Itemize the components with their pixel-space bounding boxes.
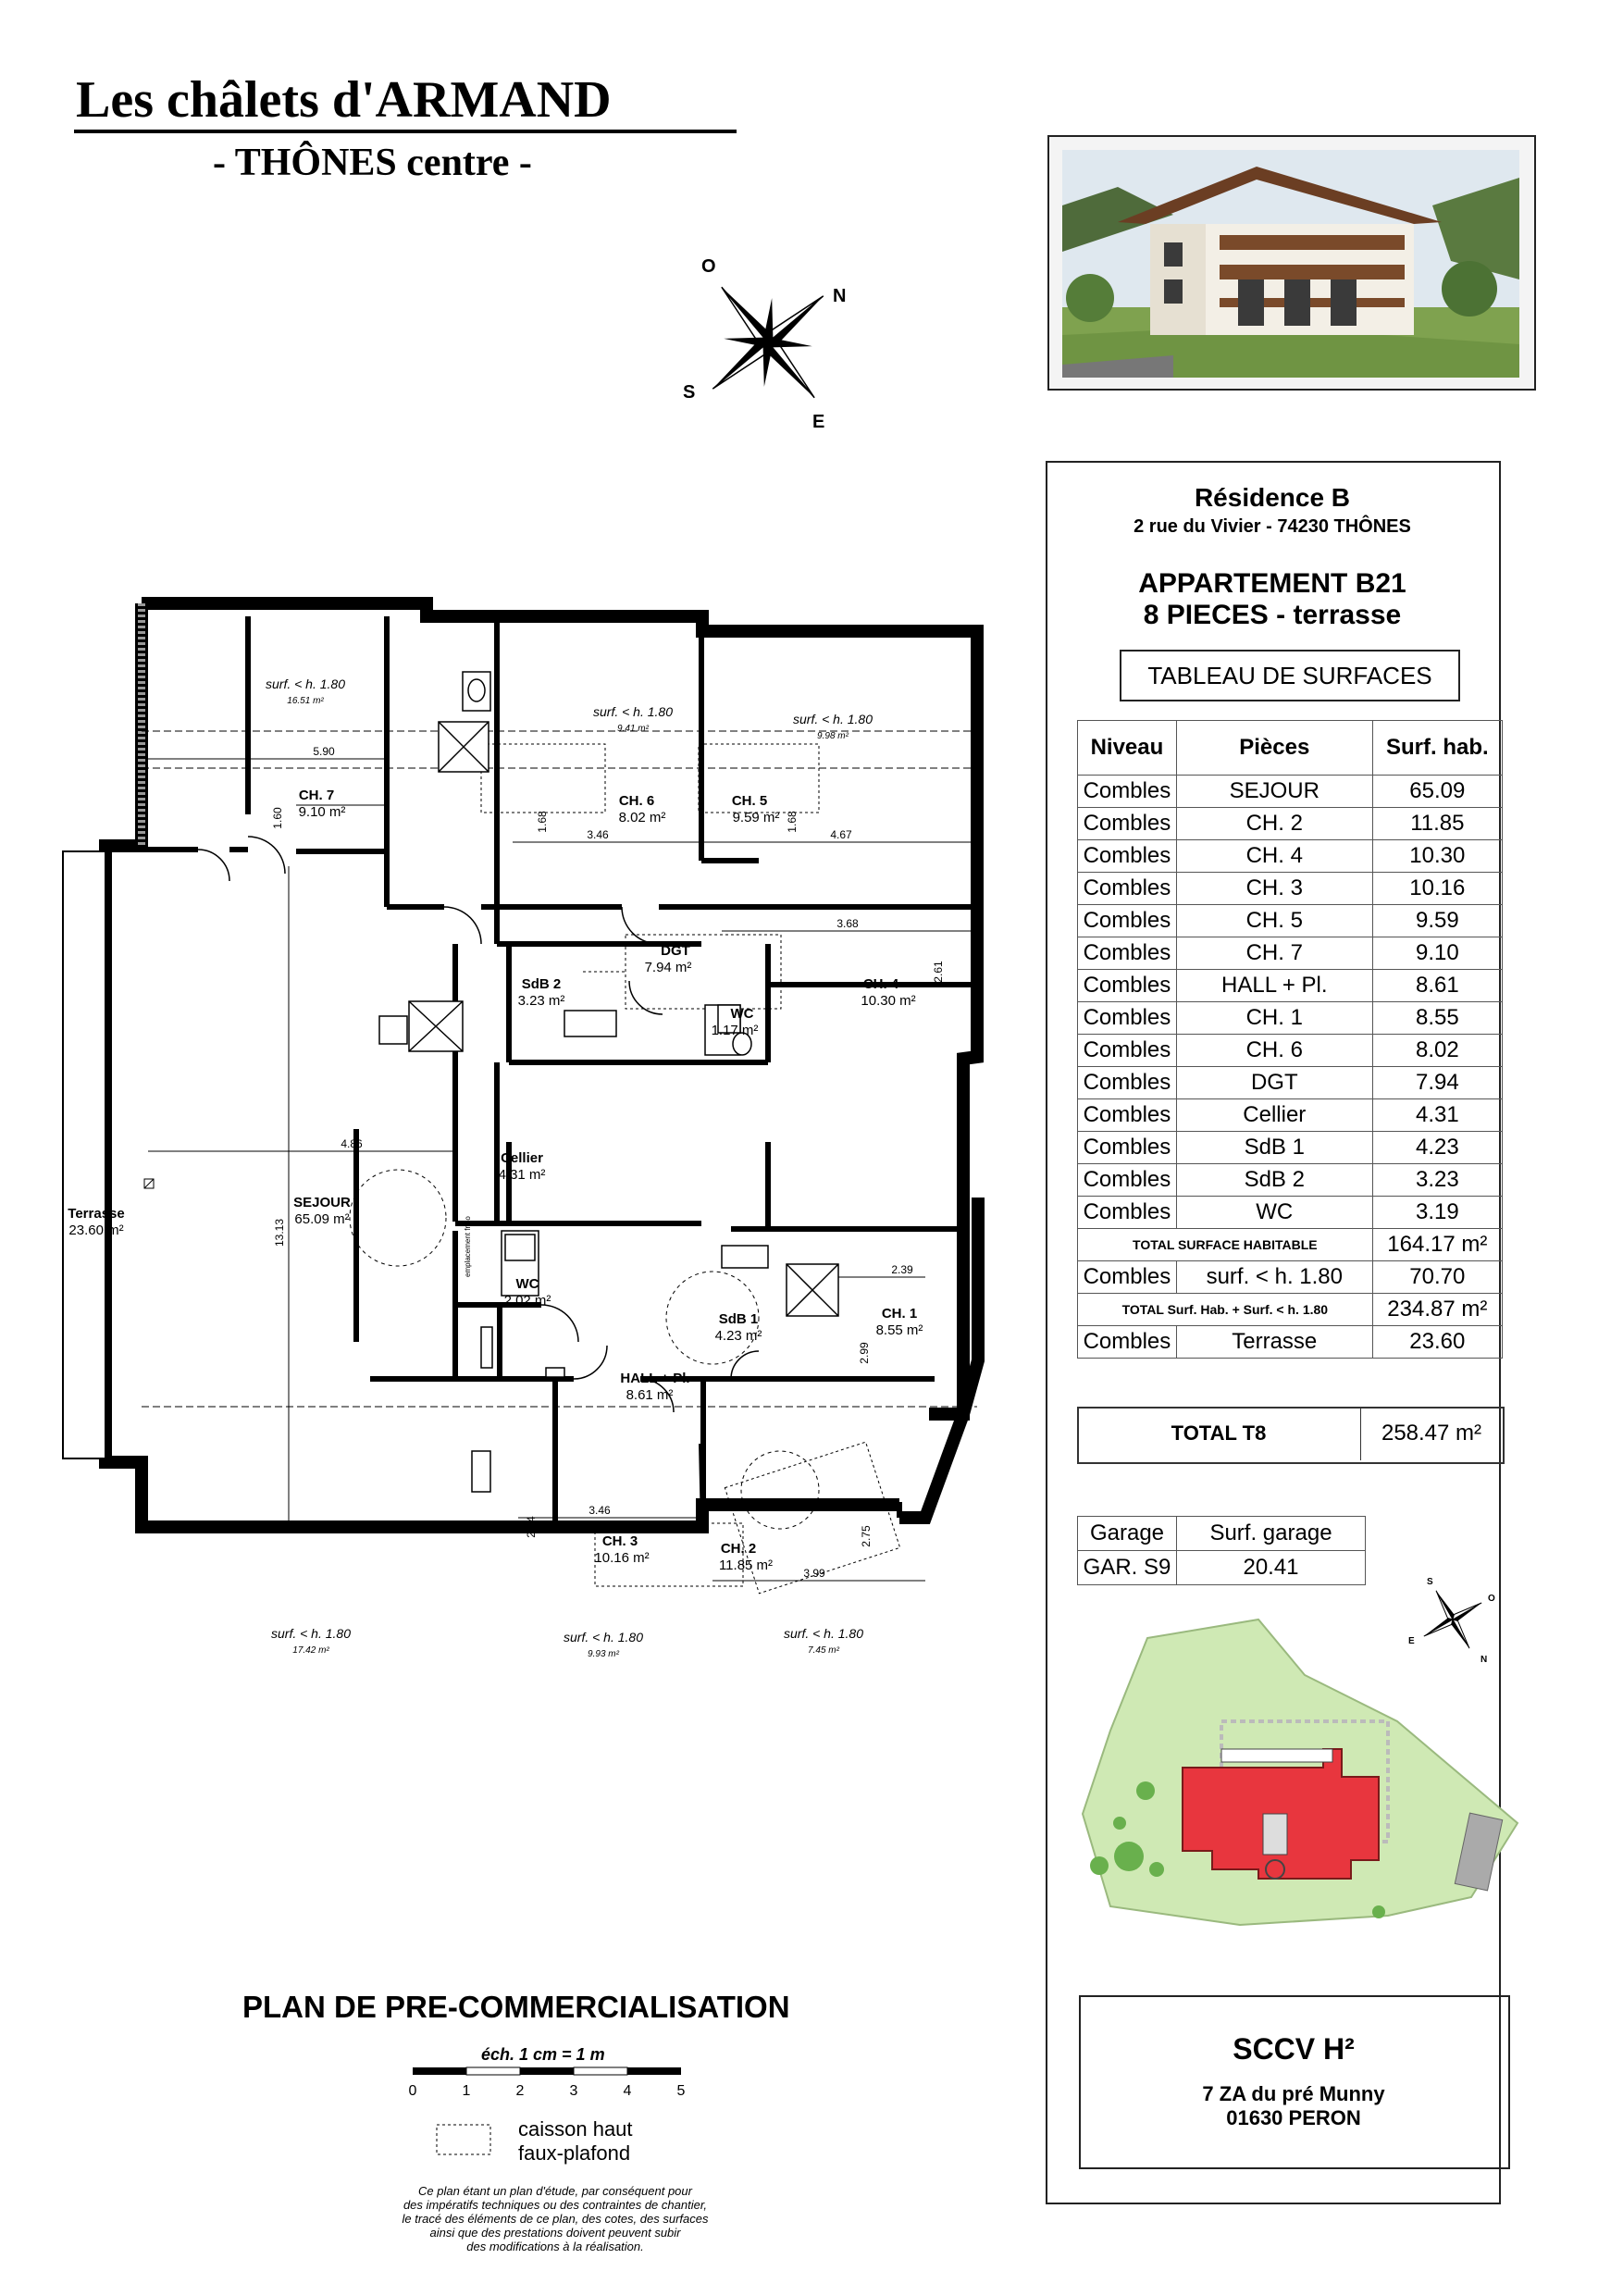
cell-level: Combles bbox=[1078, 970, 1177, 1002]
room-area-sejour: 65.09 m² bbox=[294, 1211, 350, 1227]
cell-level: Combles bbox=[1078, 808, 1177, 840]
apartment-type: 8 PIECES - terrasse bbox=[1143, 600, 1402, 630]
room-area-ch2: 11.85 m² bbox=[718, 1558, 774, 1573]
table-row bbox=[1078, 1099, 1503, 1132]
scale-tick-0: 0 bbox=[408, 2083, 417, 2099]
garage-row bbox=[1078, 1551, 1366, 1585]
cell-level: Combles bbox=[1078, 1099, 1177, 1132]
total-habitable-row bbox=[1078, 1229, 1503, 1261]
faux-plafond-legend-swatch bbox=[435, 2123, 494, 2158]
cell-room: CH. 5 bbox=[1176, 905, 1372, 937]
cell-area: 3.23 bbox=[1372, 1164, 1502, 1197]
table-row bbox=[1078, 808, 1503, 840]
low-area-value-1: 16.51 m² bbox=[287, 696, 324, 706]
cell-room: HALL + Pl. bbox=[1176, 970, 1372, 1002]
compass-rose-icon bbox=[675, 250, 861, 435]
building-photo bbox=[1047, 135, 1536, 391]
company-name: SCCV H² bbox=[1233, 2032, 1355, 2066]
low-area-label-6: surf. < h. 1.80 bbox=[784, 1626, 863, 1641]
table-row bbox=[1078, 1035, 1503, 1067]
low-height-row bbox=[1078, 1261, 1503, 1294]
cell-area: 3.19 bbox=[1372, 1197, 1502, 1229]
cell-area: 8.55 bbox=[1372, 1002, 1502, 1035]
cell-level: Combles bbox=[1078, 1035, 1177, 1067]
cell-area: 4.23 bbox=[1372, 1132, 1502, 1164]
small-compass-s: S bbox=[1427, 1577, 1433, 1587]
cell-room: SdB 2 bbox=[1176, 1164, 1372, 1197]
room-area-ch4: 10.30 m² bbox=[861, 993, 916, 1009]
room-label-terrasse: Terrasse bbox=[68, 1206, 125, 1222]
room-area-sdb2: 3.23 m² bbox=[517, 993, 565, 1009]
garage-table bbox=[1077, 1516, 1366, 1585]
room-area-wc-top: 1.17 m² bbox=[711, 1023, 759, 1038]
garage-id: GAR. S9 bbox=[1078, 1551, 1177, 1585]
fridge-note: emplacement frigo bbox=[464, 1216, 472, 1277]
scale-tick-3: 3 bbox=[569, 2083, 578, 2099]
cell-room: Cellier bbox=[1176, 1099, 1372, 1132]
surfaces-table bbox=[1077, 720, 1503, 1359]
cell-level: Combles bbox=[1078, 1067, 1177, 1099]
residence-name: Résidence B bbox=[1194, 483, 1351, 512]
room-area-ch1: 8.55 m² bbox=[875, 1322, 923, 1338]
low-area-value-4: 17.42 m² bbox=[292, 1645, 329, 1656]
site-plan-map bbox=[1073, 1601, 1527, 1980]
small-compass-e: E bbox=[1408, 1636, 1415, 1646]
cell-room: CH. 7 bbox=[1176, 937, 1372, 970]
cell-level: Combles bbox=[1078, 873, 1177, 905]
cell-level: Combles bbox=[1078, 905, 1177, 937]
low-area-label-2: surf. < h. 1.80 bbox=[593, 704, 673, 719]
table-row bbox=[1078, 970, 1503, 1002]
room-label-ch4: CH. 4 bbox=[862, 976, 899, 992]
low-area-label-4: surf. < h. 1.80 bbox=[271, 1626, 351, 1641]
room-area-ch3: 10.16 m² bbox=[594, 1550, 650, 1566]
table-row bbox=[1078, 776, 1503, 808]
dim-1-68-b: 1.68 bbox=[786, 811, 799, 833]
cell-room: WC bbox=[1176, 1197, 1372, 1229]
room-label-wc-bottom: WC bbox=[515, 1276, 539, 1292]
col-header-area: Surf. hab. bbox=[1372, 721, 1502, 776]
total-plus-label: TOTAL Surf. Hab. + Surf. < h. 1.80 bbox=[1078, 1294, 1373, 1326]
disclaimer-line: des impératifs techniques ou des contraintes de chantier, bbox=[403, 2198, 708, 2212]
legend-text bbox=[518, 2117, 633, 2166]
cell-room: SEJOUR bbox=[1176, 776, 1372, 808]
room-label-wc-top: WC bbox=[730, 1006, 754, 1022]
room-label-dgt: DGT bbox=[661, 943, 690, 959]
cell-area: 11.85 bbox=[1372, 808, 1502, 840]
dim-4-67: 4.67 bbox=[830, 828, 852, 841]
room-label-sdb1: SdB 1 bbox=[718, 1311, 759, 1327]
cell-level: Combles bbox=[1078, 776, 1177, 808]
small-compass-o: O bbox=[1488, 1594, 1495, 1604]
table-header-row bbox=[1078, 721, 1503, 776]
cell-room: SdB 1 bbox=[1176, 1132, 1372, 1164]
cell-level: Combles bbox=[1078, 1002, 1177, 1035]
dim-1-60: 1.60 bbox=[271, 807, 284, 829]
dim-2-39: 2.39 bbox=[891, 1263, 913, 1276]
terrace-label: Terrasse bbox=[1176, 1326, 1372, 1359]
plan-title: PLAN DE PRE-COMMERCIALISATION bbox=[242, 1990, 790, 2024]
document-subtitle: - THÔNES centre - bbox=[213, 142, 532, 184]
cell-area: 8.61 bbox=[1372, 970, 1502, 1002]
table-row bbox=[1078, 873, 1503, 905]
disclaimer-line: ainsi que des prestations doivent peuvent subir bbox=[429, 2226, 681, 2240]
cell-area: 10.30 bbox=[1372, 840, 1502, 873]
total-t8-label: TOTAL T8 bbox=[1077, 1407, 1361, 1460]
scale-tick-4: 4 bbox=[623, 2083, 632, 2099]
room-label-sejour: SEJOUR bbox=[293, 1195, 351, 1210]
disclaimer-line: Ce plan étant un plan d'étude, par conséquent pour bbox=[418, 2184, 692, 2198]
company-address-line2: 01630 PERON bbox=[1226, 2106, 1361, 2129]
dim-3-99: 3.99 bbox=[803, 1567, 825, 1580]
dim-3-68: 3.68 bbox=[836, 917, 859, 930]
low-height-value: 70.70 bbox=[1372, 1261, 1502, 1294]
dim-3-46-a: 3.46 bbox=[587, 828, 609, 841]
dim-2-99: 2.99 bbox=[858, 1342, 871, 1364]
table-row bbox=[1078, 937, 1503, 970]
col-header-level: Niveau bbox=[1078, 721, 1177, 776]
garage-header-row bbox=[1078, 1517, 1366, 1551]
room-label-ch1: CH. 1 bbox=[881, 1306, 918, 1322]
table-row bbox=[1078, 1164, 1503, 1197]
garage-header: Garage bbox=[1078, 1517, 1177, 1551]
total-plus-value: 234.87 m² bbox=[1372, 1294, 1502, 1326]
compass-label-o: O bbox=[701, 256, 716, 277]
legend-line-1: caisson haut bbox=[518, 2117, 633, 2141]
table-row bbox=[1078, 1067, 1503, 1099]
room-area-ch5: 9.59 m² bbox=[732, 810, 780, 825]
cell-level: Combles bbox=[1078, 840, 1177, 873]
room-area-dgt: 7.94 m² bbox=[644, 960, 692, 975]
room-label-ch3: CH. 3 bbox=[601, 1533, 638, 1549]
cell-area: 8.02 bbox=[1372, 1035, 1502, 1067]
dim-1-68-a: 1.68 bbox=[536, 811, 549, 833]
small-compass-n: N bbox=[1481, 1655, 1488, 1665]
total-t8-value: 258.47 m² bbox=[1381, 1421, 1482, 1446]
dim-2-54: 2.54 bbox=[525, 1516, 538, 1538]
chalet-illustration bbox=[1062, 150, 1519, 378]
room-area-hall: 8.61 m² bbox=[626, 1387, 674, 1403]
col-header-rooms: Pièces bbox=[1176, 721, 1372, 776]
room-area-cellier: 4.31 m² bbox=[498, 1167, 546, 1183]
cell-level: Combles bbox=[1078, 937, 1177, 970]
residence-address: 2 rue du Vivier - 74230 THÔNES bbox=[1134, 516, 1411, 537]
low-area-value-6: 7.45 m² bbox=[808, 1645, 839, 1656]
garage-area: 20.41 bbox=[1177, 1551, 1366, 1585]
title-underline bbox=[74, 130, 737, 133]
cell-area: 9.10 bbox=[1372, 937, 1502, 970]
cell-room: DGT bbox=[1176, 1067, 1372, 1099]
dim-3-46-b: 3.46 bbox=[588, 1504, 611, 1517]
disclaimer-line: des modifications à la réalisation. bbox=[466, 2240, 644, 2253]
apartment-heading bbox=[1046, 568, 1499, 631]
total-plus-row bbox=[1078, 1294, 1503, 1326]
room-label-cellier: Cellier bbox=[501, 1150, 543, 1166]
cell-room: CH. 4 bbox=[1176, 840, 1372, 873]
apartment-id: APPARTEMENT B21 bbox=[1138, 568, 1406, 599]
low-area-label-1: surf. < h. 1.80 bbox=[266, 676, 345, 691]
dim-13-13: 13.13 bbox=[273, 1218, 286, 1247]
plan-disclaimer bbox=[352, 2184, 759, 2253]
legend-line-2: faux-plafond bbox=[518, 2141, 631, 2165]
scale-label: éch. 1 cm = 1 m bbox=[481, 2045, 605, 2064]
room-area-sdb1: 4.23 m² bbox=[714, 1328, 762, 1344]
cell-level: Combles bbox=[1078, 1164, 1177, 1197]
garage-area-header: Surf. garage bbox=[1177, 1517, 1366, 1551]
room-label-ch2: CH. 2 bbox=[720, 1541, 757, 1557]
scale-bar bbox=[396, 2066, 701, 2108]
compass-label-n: N bbox=[833, 286, 847, 306]
room-label-ch6: CH. 6 bbox=[618, 793, 655, 809]
document-title: Les châlets d'ARMAND bbox=[76, 71, 612, 129]
total-habitable-label: TOTAL SURFACE HABITABLE bbox=[1078, 1229, 1373, 1261]
cell-area: 7.94 bbox=[1372, 1067, 1502, 1099]
dim-2-61: 2.61 bbox=[932, 961, 945, 983]
table-row bbox=[1078, 840, 1503, 873]
scale-tick-1: 1 bbox=[462, 2083, 471, 2099]
cell-area: 9.59 bbox=[1372, 905, 1502, 937]
dim-5-90: 5.90 bbox=[313, 745, 335, 758]
cell-room: CH. 2 bbox=[1176, 808, 1372, 840]
room-area-ch7: 9.10 m² bbox=[298, 804, 346, 820]
floor-plan bbox=[68, 592, 1018, 1659]
cell-room: CH. 3 bbox=[1176, 873, 1372, 905]
table-row bbox=[1078, 1002, 1503, 1035]
room-label-ch7: CH. 7 bbox=[298, 788, 335, 803]
company-address-line1: 7 ZA du pré Munny bbox=[1202, 2082, 1385, 2105]
low-area-value-3: 9.98 m² bbox=[817, 731, 849, 741]
room-label-sdb2: SdB 2 bbox=[521, 976, 562, 992]
scale-tick-5: 5 bbox=[676, 2083, 686, 2099]
cell-level: Combles bbox=[1078, 1197, 1177, 1229]
low-height-label: surf. < h. 1.80 bbox=[1176, 1261, 1372, 1294]
low-area-value-2: 9.41 m² bbox=[617, 724, 649, 734]
table-row bbox=[1078, 905, 1503, 937]
table-row bbox=[1078, 1197, 1503, 1229]
cell-room: CH. 6 bbox=[1176, 1035, 1372, 1067]
dim-2-75: 2.75 bbox=[860, 1525, 873, 1547]
room-area-ch6: 8.02 m² bbox=[618, 810, 666, 825]
total-habitable-value: 164.17 m² bbox=[1372, 1229, 1502, 1261]
table-row bbox=[1078, 1132, 1503, 1164]
room-label-hall: HALL + Pl. bbox=[620, 1371, 690, 1386]
cell-level: Combles bbox=[1078, 1326, 1177, 1359]
cell-area: 10.16 bbox=[1372, 873, 1502, 905]
low-area-label-3: surf. < h. 1.80 bbox=[793, 712, 873, 726]
terrace-row bbox=[1078, 1326, 1503, 1359]
cell-area: 4.31 bbox=[1372, 1099, 1502, 1132]
low-area-value-5: 9.93 m² bbox=[588, 1649, 619, 1659]
cell-level: Combles bbox=[1078, 1261, 1177, 1294]
dim-4-86: 4.86 bbox=[341, 1137, 363, 1150]
compass-label-s: S bbox=[683, 382, 696, 403]
low-area-label-5: surf. < h. 1.80 bbox=[564, 1630, 643, 1644]
cell-room: CH. 1 bbox=[1176, 1002, 1372, 1035]
cell-level: Combles bbox=[1078, 1132, 1177, 1164]
cell-area: 65.09 bbox=[1372, 776, 1502, 808]
room-area-wc-bottom: 2.02 m² bbox=[503, 1293, 551, 1309]
room-area-terrasse: 23.60 m² bbox=[68, 1222, 124, 1238]
scale-tick-2: 2 bbox=[515, 2083, 525, 2099]
room-label-ch5: CH. 5 bbox=[731, 793, 768, 809]
company-address bbox=[1079, 2082, 1508, 2130]
surfaces-table-title: TABLEAU DE SURFACES bbox=[1120, 650, 1460, 701]
disclaimer-line: le tracé des éléments de ce plan, des cotes, des surfaces bbox=[402, 2212, 709, 2226]
compass-label-e: E bbox=[812, 412, 825, 432]
terrace-value: 23.60 bbox=[1372, 1326, 1502, 1359]
